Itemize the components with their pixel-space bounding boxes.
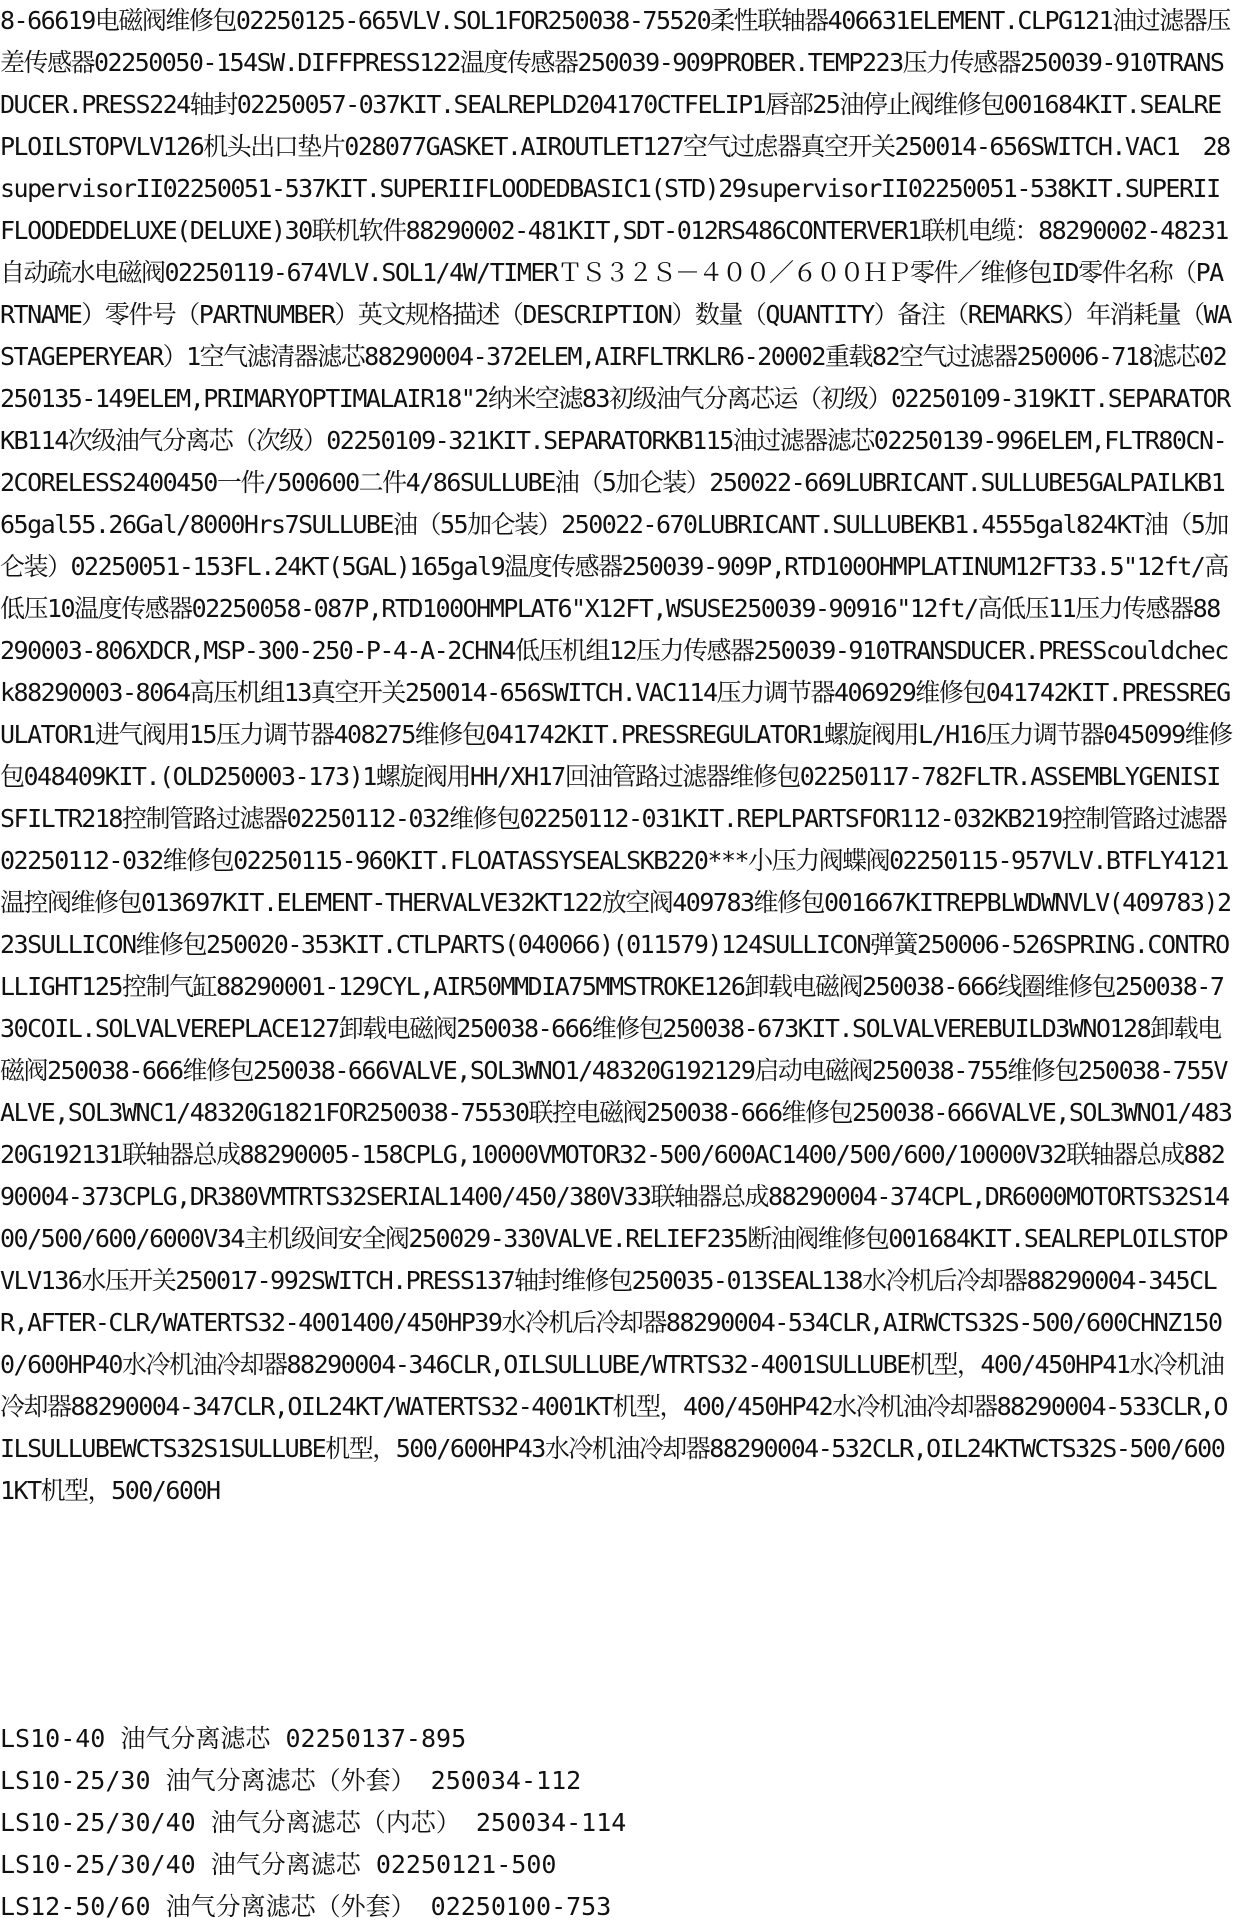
part-number: 02250121-500: [375, 1850, 557, 1879]
part-model: LS10-40: [0, 1724, 106, 1753]
part-number: 02250137-895: [285, 1724, 467, 1753]
part-model: LS10-25/30/40: [0, 1808, 196, 1837]
part-name: 油气分离滤芯: [210, 1850, 361, 1879]
list-item: [0, 1718, 1232, 1760]
part-model: LS10-25/30/40: [0, 1850, 196, 1879]
list-item: [0, 1802, 1232, 1844]
parts-list: [0, 1718, 1232, 1928]
part-name: 油气分离滤芯（内芯）: [210, 1808, 461, 1837]
part-number: 02250100-753: [430, 1892, 612, 1921]
part-model: LS12-50/60: [0, 1892, 151, 1921]
part-name: 油气分离滤芯: [120, 1724, 271, 1753]
list-item: [0, 1886, 1232, 1928]
part-number: 250034-112: [430, 1766, 582, 1795]
part-model: LS10-25/30: [0, 1766, 151, 1795]
part-name: 油气分离滤芯（外套）: [165, 1892, 416, 1921]
parts-catalog-paragraph: 8-66619电磁阀维修包02250125-665VLV.SOL1FOR250038-75520柔性联轴器406631ELEMENT.CLPG121油过滤器压差传感器02250050-154SW.DIFFPRESS122温度传感器250039-909PROBER.TEMP223压力传感器250039-910TRANSDUCER.PRESS224轴封02250057-037KIT.SEALREPLD204170CTFELIP1唇部25油停止阀维修包001684KIT.SEALREPLOILSTOPVLV126机头出口垫片028077GASKET.AIROUTLET127空气过虑器真空开关250014-656SWITCH.VAC1 28supervisorII02250051-537KIT.SUPERIIFLOODEDBASIC1(STD)29supervisorII02250051-538KIT.SUPERIIFLOODEDDELUXE(DELUXE)30联机软件88290002-481KIT,SDT-012RS486CONTERVER1联机电缆：88290002-48231自动疏水电磁阀02250119-674VLV.SOL1/4W/TIMERＴＳ３２Ｓ－４００／６００ＨＰ零件／维修包ID零件名称（PARTNAME）零件号（PARTNUMBER）英文规格描述（DESCRIPTION）数量（QUANTITY）备注（REMARKS）年消耗量（WASTAGEPERYEAR）1空气滤清器滤芯88290004-372ELEM,AIRFLTRKLR6-20002重载82空气过滤器250006-718滤芯02250135-149ELEM,PRIMARYOPTIMALAIR18"2纳米空滤83初级油气分离芯运（初级）02250109-319KIT.SEPARATORKB114次级油气分离芯（次级）02250109-321KIT.SEPARATORKB115油过滤器滤芯02250139-996ELEM,FLTR80CN-2CORELESS2400450一件/500600二件4/86SULLUBE油（5加仑装）250022-669LUBRICANT.SULLUBE5GALPAILKB165gal55.26Gal/8000Hrs7SULLUBE油（55加仑装）250022-670LUBRICANT.SULLUBEKB1.4555gal824KT油（5加仑装）02250051-153FL.24KT(5GAL)165gal9温度传感器250039-909P,RTD100OHMPLATINUM12FT33.5"12ft/高低压10温度传感器02250058-087P,RTD100OHMPLAT6"X12FT,WSUSE250039-90916"12ft/高低压11压力传感器88290003-806XDCR,MSP-300-250-P-4-A-2CHN4低压机组12压力传感器250039-910TRANSDUCER.PRESScouldcheck88290003-8064高压机组13真空开关250014-656SWITCH.VAC114压力调节器406929维修包041742KIT.PRESSREGULATOR1进气阀用15压力调节器408275维修包041742KIT.PRESSREGULATOR1螺旋阀用L/H16压力调节器045099维修包048409KIT.(OLD250003-173)1螺旋阀用HH/XH17回油管路过滤器维修包02250117-782FLTR.ASSEMBLYGENISISFILTR218控制管路过滤器02250112-032维修包02250112-031KIT.REPLPARTSFOR112-032KB219控制管路过滤器02250112-032维修包02250115-960KIT.FLOATASSYSEALSKB220***小压力阀蝶阀02250115-957VLV.BTFLY4121温控阀维修包013697KIT.ELEMENT-THERVALVE32KT122放空阀409783维修包001667KITREPBLWDWNVLV(409783)223SULLICON维修包250020-353KIT.CTLPARTS(040066)(011579)124SULLICON弹簧250006-526SPRING.CONTROLLIGHT125控制气缸88290001-129CYL,AIR50MMDIA75MMSTROKE126卸载电磁阀250038-666线圈维修包250038-730COIL.SOLVALVEREPLACE127卸载电磁阀250038-666维修包250038-673KIT.SOLVALVEREBUILD3WNO128卸载电磁阀250038-666维修包250038-666VALVE,SOL3WNO1/48320G192129启动电磁阀250038-755维修包250038-755VALVE,SOL3WNC1/48320G1821FOR250038-75530联控电磁阀250038-666维修包250038-666VALVE,SOL3WNO1/48320G192131联轴器总成88290005-158CPLG,10000VMOTOR32-500/600AC1400/500/600/10000V32联轴器总成88290004-373CPLG,DR380VMTRTS32SERIAL1400/450/380V33联轴器总成88290004-374CPL,DR6000MOTORTS32S1400/500/600/6000V34主机级间安全阀250029-330VALVE.RELIEF235断油阀维修包001684KIT.SEALREPLOILSTOPVLV136水压开关250017-992SWITCH.PRESS137轴封维修包250035-013SEAL138水冷机后冷却器88290004-345CLR,AFTER-CLR/WATERTS32-4001400/450HP39水冷机后冷却器88290004-534CLR,AIRWCTS32S-500/600CHNZ1500/600HP40水冷机油冷却器88290004-346CLR,OILSULLUBE/WTRTS32-4001SULLUBE机型，400/450HP41水冷机油冷却器88290004-347CLR,OIL24KT/WATERTS32-4001KT机型，400/450HP42水冷机油冷却器88290004-533CLR,OILSULLUBEWCTS32S1SULLUBE机型，500/600HP43水冷机油冷却器88290004-532CLR,OIL24KTWCTS32S-500/6001KT机型，500/600H: [0, 6, 1232, 1505]
list-item: [0, 1760, 1232, 1802]
list-item: [0, 1844, 1232, 1886]
part-name: 油气分离滤芯（外套）: [165, 1766, 416, 1795]
part-number: 250034-114: [475, 1808, 627, 1837]
